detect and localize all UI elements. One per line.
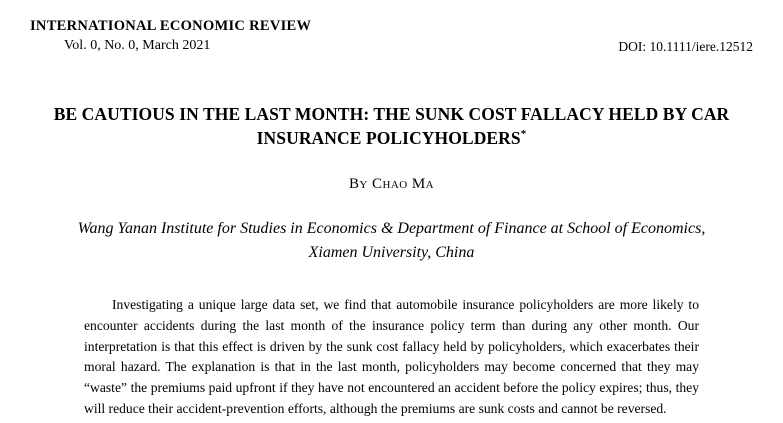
abstract xyxy=(30,295,753,419)
doi-text: DOI: 10.1111/iere.12512 xyxy=(618,39,753,54)
title-footnote-marker: * xyxy=(520,128,527,141)
masthead xyxy=(30,18,753,64)
byline xyxy=(30,176,753,193)
title-block xyxy=(30,102,753,150)
journal-title: INTERNATIONAL ECONOMIC REVIEW xyxy=(30,18,312,34)
author-affiliation: Wang Yanan Institute for Studies in Economics & Department of Finance at School of Economics, Xiamen University, China xyxy=(77,220,706,262)
page-title xyxy=(38,102,745,150)
issue-line: Vol. 0, No. 0, March 2021 xyxy=(64,38,211,53)
abstract-text: Investigating a unique large data set, we find that automobile insurance policyholders are more likely to encounter accidents during the last month of the insurance policy term than during any other month. Our interpretation is that this effect is driven by the sunk cost fallacy held by policyholders, which exacerbates their moral hazard. The explanation is that in the last month, policyholders may become concerned that they may “waste” the premiums paid upfront if they have not encountered an accident before the policy expires; thus, they will reduce their accident-prevention efforts, although the premiums are sunk costs and cannot be reversed. xyxy=(84,297,699,416)
author-name: Chao Ma xyxy=(372,176,435,193)
byline-by-label: By xyxy=(348,176,368,193)
paper-title-text: BE CAUTIOUS IN THE LAST MONTH: THE SUNK COST FALLACY HELD BY CAR INSURANCE POLICYHOLDERS xyxy=(53,104,730,149)
